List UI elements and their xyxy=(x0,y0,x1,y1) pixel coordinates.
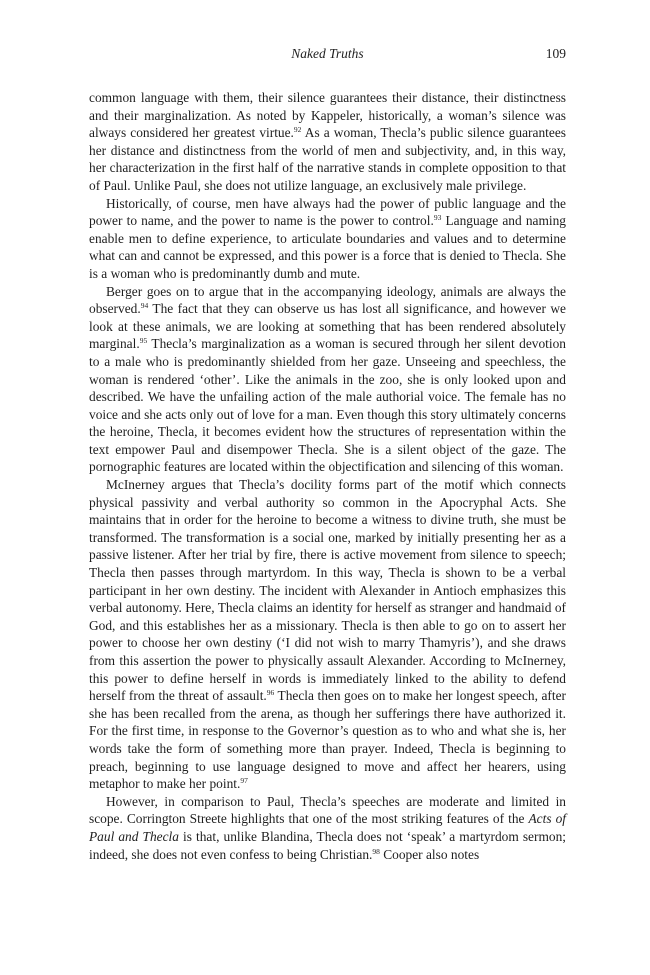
running-title: Naked Truths xyxy=(291,46,364,61)
text-run: Thecla’s marginalization as a woman is secured through her silent devotion to a male who is predominantly shielded from her gaze. Unseeing and speechless, the woman is rendered ‘other’. Like the animals in the zoo, she is only looked upon and described. We have the unfailing action of the male authorial voice. The female has no voice and she acts only out of love for a man. Even though this story ultimately concerns the heroine, Thecla, it becomes evident how the structures of representation within the text empower Paul and disempower Thecla. She is a silent object of the gaze. The pornographic features are located within the objectification and silencing of this woman. xyxy=(89,336,566,475)
text-run: common language with them, their silence guarantees their distance, their distinctness and their marginalization. As noted by Kappeler, historically, a woman’s silence was always considered her greatest virtue. xyxy=(89,90,566,141)
text-run: Historically, of course, men have always had the power of public language and the power to name, and the power to name is the power to control. xyxy=(89,195,566,229)
footnote-ref: 95 xyxy=(139,336,148,346)
footnote-ref: 96 xyxy=(266,688,275,698)
footnote-ref: 97 xyxy=(240,776,248,786)
paragraph xyxy=(89,283,566,477)
footnote-ref: 94 xyxy=(140,301,149,311)
text-run: McInerney argues that Thecla’s docility forms part of the motif which connects physical passivity and verbal authority so common in the Apocryphal Acts. She maintains that in order for the heroine to become a witness to divine truth, she must be transformed. The transformation is a social one, marked by initially presenting her as a passive listener. After her trial by fire, there is active movement from silence to speech; Thecla then passes through martyrdom. In this way, Thecla is shown to be a verbal participant in her own destiny. The incident with Alexander in Antioch emphasizes this verbal autonomy. Here, Thecla claims an identity for herself as stranger and handmaid of God, and this establishes her as a missionary. Thecla is then able to go on to assert her power to choose her own destiny (‘I did not wish to marry Thamyris’), and she draws from this assertion the power to physically assault Alexander. According to McInerney, this power to define herself in words is immediately linked to the ability to defend herself from the threat of assault. xyxy=(89,477,566,704)
text-run: Berger goes on to argue that in the accompanying ideology, animals are always the observed. xyxy=(89,283,566,317)
paragraph xyxy=(89,793,566,863)
text-run: Cooper also notes xyxy=(379,846,480,862)
paragraph xyxy=(89,195,566,283)
text-run: Language and naming enable men to define experience, to articulate boundaries and values and to determine what can and cannot be expressed, and this power is a force that is denied to Thecla. She is a woman who is predominantly dumb and mute. xyxy=(89,213,566,281)
footnote-ref: 98 xyxy=(372,846,380,856)
footnote-ref: 93 xyxy=(433,213,442,223)
text-run: Thecla then goes on to make her longest speech, after she has been recalled from the arena, as though her sufferings there have authorized it. For the first time, in response to the Governor’s question as to who and what she is, her words take the form of something more than prayer. Indeed, Thecla is beginning to preach, beginning to use language designed to move and affect her hearers, using metaphor to make her point. xyxy=(89,688,566,792)
body-text xyxy=(89,89,566,863)
paragraph xyxy=(89,476,566,793)
text-run: As a woman, Thecla’s public silence guarantees her distance and distinctness from the world of men and subjectivity, and, in this way, her characterization in the first half of the narrative stands in complete opposition to that of Paul. Unlike Paul, she does not utilize language, an exclusively male privilege. xyxy=(89,125,566,193)
page-number: 109 xyxy=(545,46,566,61)
running-head xyxy=(89,44,566,64)
paragraph xyxy=(89,89,566,195)
text-run: However, in comparison to Paul, Thecla’s speeches are moderate and limited in scope. Corrington Streete highlights that one of the most striking features of the xyxy=(89,793,566,827)
italic-title: Acts of Paul and Thecla xyxy=(89,811,566,844)
text-run: The fact that they can observe us has lost all significance, and however we look at these animals, we are looking at something that has been rendered absolutely marginal. xyxy=(89,301,566,352)
footnote-ref: 92 xyxy=(293,125,302,135)
text-run: is that, unlike Blandina, Thecla does not ‘speak’ a martyrdom sermon; indeed, she does not even confess to being Christian. xyxy=(89,828,566,862)
